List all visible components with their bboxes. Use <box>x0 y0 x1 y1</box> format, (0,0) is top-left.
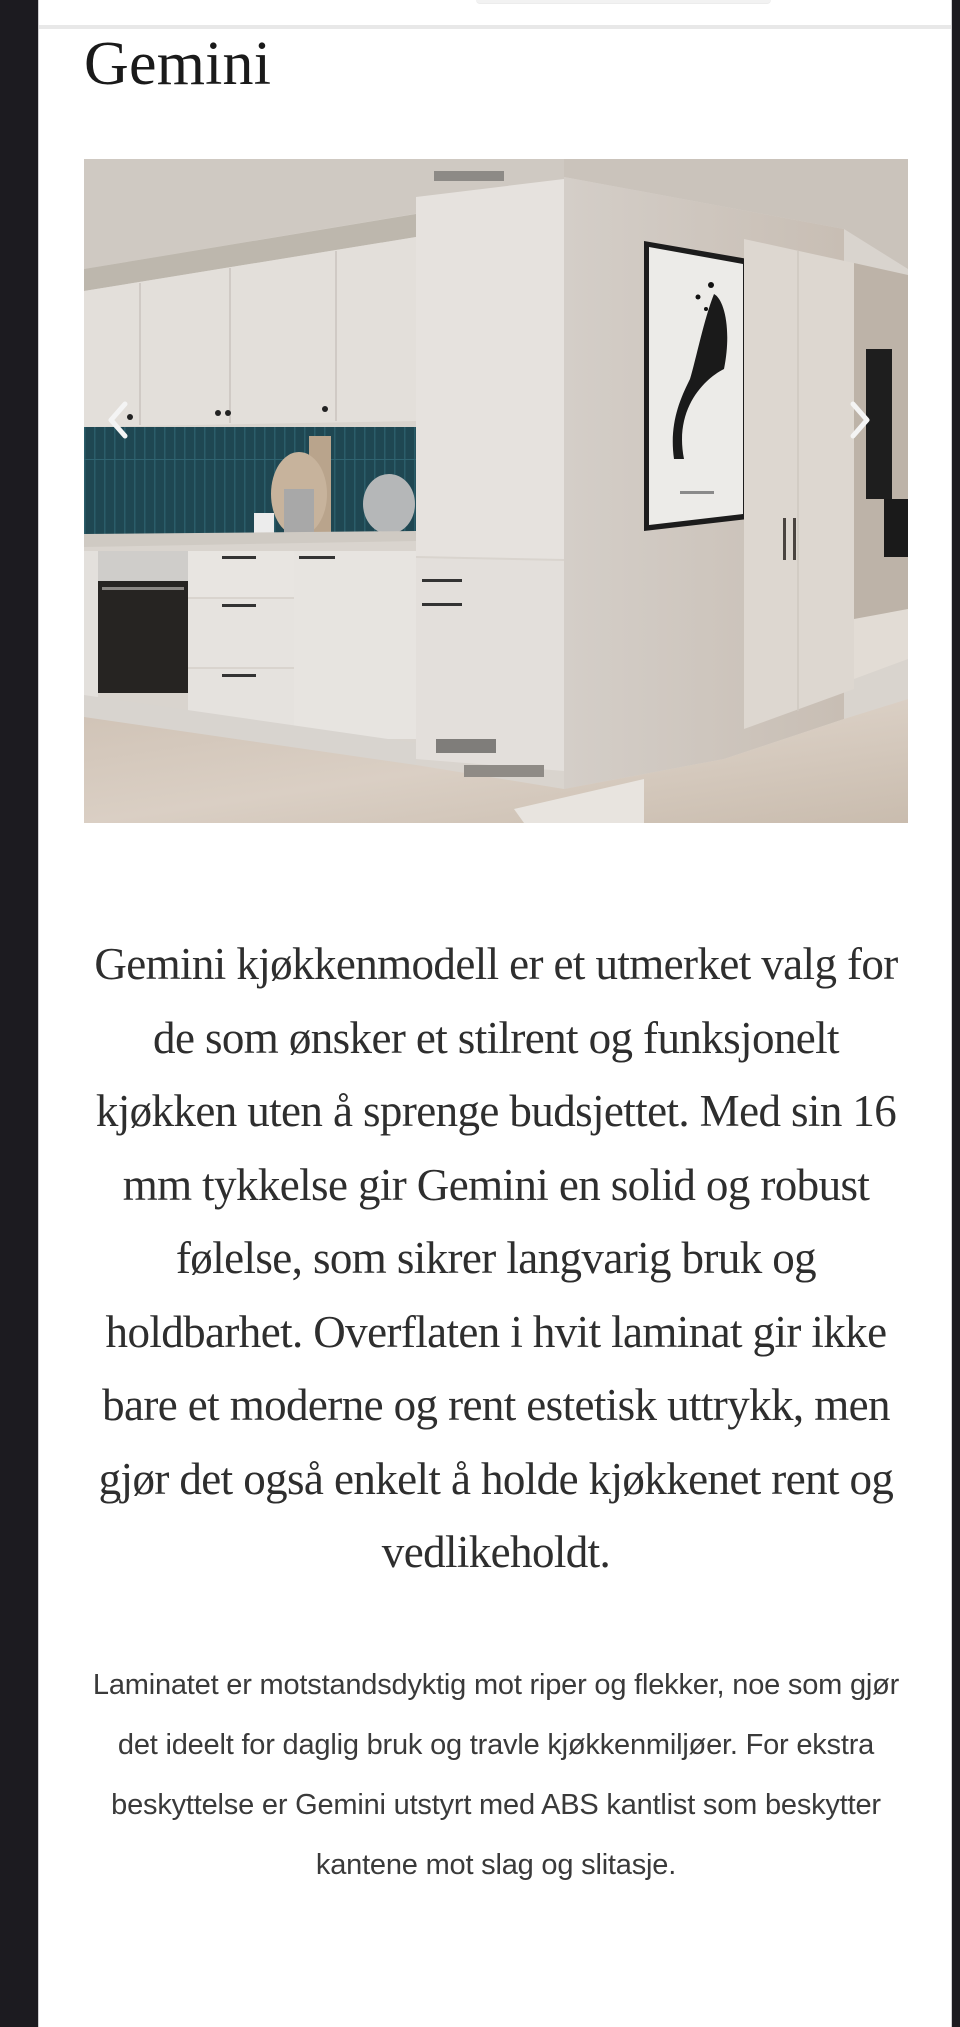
carousel-next-button[interactable] <box>830 385 890 455</box>
description-paragraph-primary: Gemini kjøkkenmodell er et utmerket valg for de som ønsker et stilrent og funksjonelt kjøkken uten å sprenge budsjettet. Med sin 16 mm tykkelse gir Gemini en solid og robust følelse, som sikrer langvarig bruk og holdbarhet. Overflaten i hvit laminat gir ikke bare et moderne og rent estetisk uttrykk, men gjør det også enkelt å holde kjøkkenet rent og vedlikeholdt. <box>94 939 898 1577</box>
page-title: Gemini <box>84 30 272 98</box>
carousel-prev-button[interactable] <box>88 385 148 455</box>
chevron-left-icon <box>103 398 133 442</box>
kitchen-image <box>84 159 908 823</box>
top-search-field-edge[interactable] <box>476 0 771 4</box>
description-paragraph-secondary: Laminatet er motstandsdyktig mot riper og flekker, noe som gjør det ideelt for daglig bruk og travle kjøkkenmiljøer. For ekstra beskyttelse er Gemini utstyrt med ABS kantlist som beskytter kantene mot slag og slitasje. <box>92 1669 900 1881</box>
image-carousel[interactable] <box>84 159 908 823</box>
chevron-right-icon <box>845 398 875 442</box>
page-frame <box>38 0 952 2027</box>
